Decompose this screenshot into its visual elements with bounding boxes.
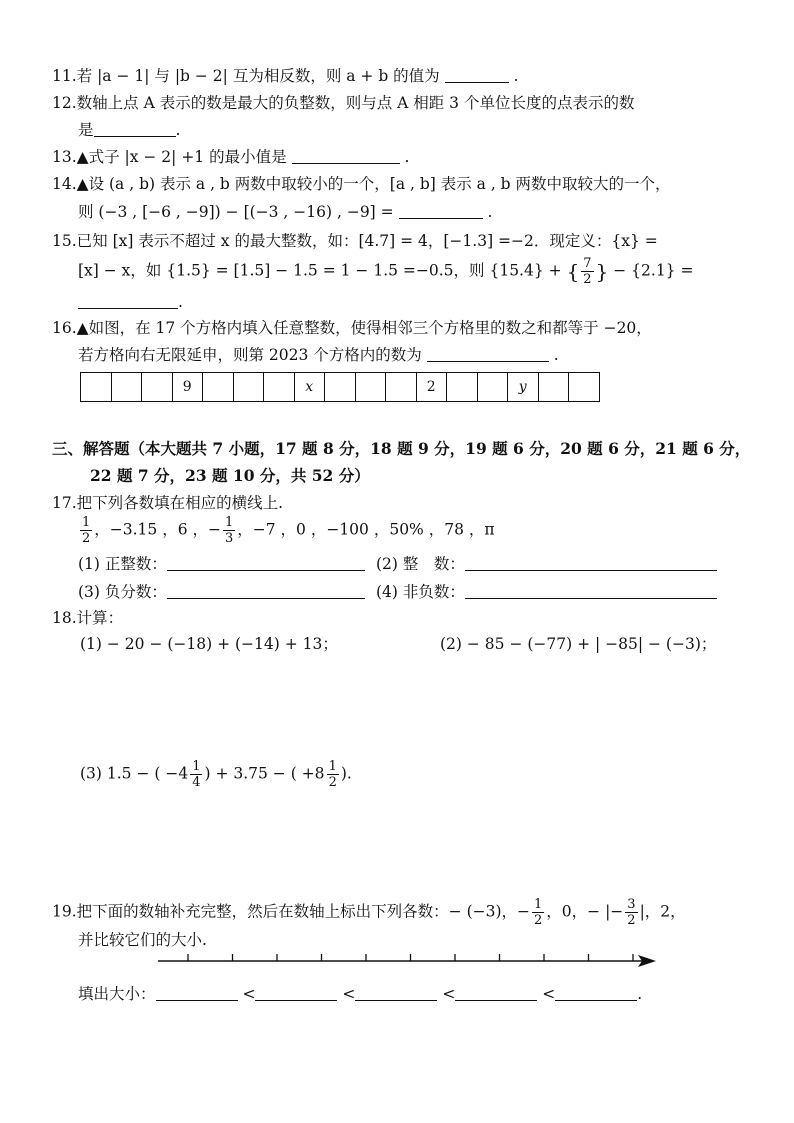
question-16 <box>52 316 652 340</box>
question-text: 则 (−3 , [−6 , −9]) − [(−3 , −16) , −9] = <box>78 203 394 221</box>
period: . <box>487 203 493 221</box>
question-11 <box>52 64 519 88</box>
answer-blank[interactable] <box>555 984 637 1001</box>
fraction-one-half <box>327 760 339 789</box>
denominator: 2 <box>82 531 91 546</box>
answer-blank[interactable] <box>292 147 400 164</box>
grid-cell[interactable]: 9 <box>173 372 204 402</box>
answer-blank[interactable] <box>78 292 178 309</box>
denominator: 2 <box>583 272 592 287</box>
question-17-numbers <box>78 516 495 545</box>
less-than-sign: < <box>242 985 256 1003</box>
grid-cell[interactable] <box>81 372 112 402</box>
question-text: 已知 [x] 表示不超过 x 的最大整数，如：[4.7] = 4，[−1.3] =−2．现定义：{x} = <box>76 232 658 250</box>
numerator: 1 <box>534 897 543 912</box>
less-than-sign: < <box>442 985 456 1003</box>
question-text: 若 |a − 1| 与 |b − 2| 互为相反数，则 a + b 的值为 <box>76 67 440 85</box>
expression: (1) − 20 − (−18) + (−14) + 13； <box>80 635 338 653</box>
answer-blank[interactable] <box>427 345 549 362</box>
question-text: 数轴上点 A 表示的数是最大的负整数，则与点 A 相距 3 个单位长度的点表示的数 <box>76 94 635 112</box>
question-15 <box>52 229 658 253</box>
fraction-one-half <box>80 516 92 545</box>
number-list: ，−7 ，0 ，−100 ，50% ，78 ，π <box>237 520 495 539</box>
numerator: 1 <box>328 759 337 774</box>
numerator: 7 <box>583 256 592 271</box>
period: . <box>178 293 183 311</box>
numerator: 1 <box>192 759 201 774</box>
grid-cell[interactable] <box>203 372 234 402</box>
grid-cell[interactable] <box>264 372 295 402</box>
left-brace: { <box>566 259 580 284</box>
less-than-sign: < <box>342 985 356 1003</box>
comparison-row <box>78 982 642 1006</box>
fraction-three-halves <box>625 898 637 927</box>
question-number: 15. <box>52 232 77 250</box>
fraction-seven-halves <box>581 257 593 286</box>
question-number: 16. <box>52 319 77 337</box>
fraction-one-half <box>532 898 544 927</box>
question-number: 18. <box>52 609 77 627</box>
question-number: 14. <box>52 175 77 193</box>
denominator: 4 <box>192 775 201 790</box>
category-label: (3) 负分数： <box>78 583 167 601</box>
denominator: 2 <box>328 775 337 790</box>
question-text: ▲式子 |x − 2| +1 的最小值是 <box>76 148 287 166</box>
grid-cell[interactable]: x <box>295 372 326 402</box>
question-16-line-2 <box>78 343 559 367</box>
category-non-negative <box>376 580 717 604</box>
question-text: − {2.1} = <box>613 261 694 280</box>
number-line[interactable] <box>150 948 662 972</box>
question-text: 若方格向右无限延申，则第 2023 个方格内的数为 <box>78 346 422 364</box>
denominator: 2 <box>534 913 543 928</box>
section-3-heading-line-2 <box>90 464 370 488</box>
question-text: 是 <box>78 121 94 139</box>
question-15-line-3 <box>78 290 183 314</box>
question-number: 17. <box>52 494 77 512</box>
question-text: ▲如图，在 17 个方格内填入任意整数，使得相邻三个方格里的数之和都等于 −20， <box>76 319 652 337</box>
denominator: 2 <box>627 913 636 928</box>
section-title: 三、解答题（本大题共 7 小题，17 题 8 分，18 题 9 分，19 题 6 分，20 题 6 分，21 题 6 分， <box>52 439 751 458</box>
fill-label: 填出大小： <box>78 985 156 1003</box>
expression: ) + 3.75 − ( +8 <box>204 764 325 783</box>
grid-cell[interactable] <box>478 372 509 402</box>
category-label: (1) 正整数： <box>78 555 167 573</box>
grid-cell[interactable]: 2 <box>417 372 448 402</box>
numerator: 3 <box>627 897 636 912</box>
grid-cell[interactable]: y <box>508 372 539 402</box>
category-integers <box>376 552 717 576</box>
category-positive-integers <box>78 552 365 576</box>
question-18-part-3 <box>80 760 352 789</box>
question-18-part-2 <box>440 632 716 656</box>
grid-cell[interactable] <box>569 372 600 402</box>
grid-cell[interactable] <box>539 372 570 402</box>
question-text: [x] − x，如 {1.5} = [1.5] − 1.5 = 1 − 1.5 =−0.5，则 {15.4} + <box>78 261 562 280</box>
question-text: |，2， <box>639 902 686 921</box>
question-number: 12. <box>52 94 77 112</box>
period: . <box>553 346 559 364</box>
grid-cell[interactable] <box>234 372 265 402</box>
category-label: (2) 整 数： <box>376 555 465 573</box>
answer-blank[interactable] <box>94 120 176 137</box>
answer-blank[interactable] <box>167 554 365 571</box>
question-12 <box>52 91 634 115</box>
answer-blank[interactable] <box>156 984 238 1001</box>
period: . <box>175 121 181 139</box>
expression: (3) 1.5 − ( −4 <box>80 764 189 783</box>
period: . <box>513 67 519 85</box>
grid-cell[interactable] <box>325 372 356 402</box>
question-15-line-2 <box>78 257 693 286</box>
question-18 <box>52 606 123 630</box>
question-12-line-2 <box>78 118 180 142</box>
category-label: (4) 非负数： <box>376 583 465 601</box>
question-number: 11. <box>52 67 77 85</box>
grid-cell[interactable] <box>356 372 387 402</box>
answer-blank[interactable] <box>465 554 717 571</box>
answer-blank[interactable] <box>167 582 365 599</box>
question-text: 计算： <box>76 609 124 627</box>
numerator: 1 <box>82 515 91 530</box>
answer-blank[interactable] <box>465 582 717 599</box>
period: . <box>637 985 643 1003</box>
question-number: 13. <box>52 148 77 166</box>
question-text: 把下列各数填在相应的横线上. <box>76 494 284 512</box>
answer-blank[interactable] <box>445 66 509 83</box>
question-17 <box>52 491 283 515</box>
grid-cell[interactable] <box>447 372 478 402</box>
grid-cell[interactable] <box>142 372 173 402</box>
grid-cell[interactable] <box>386 372 417 402</box>
question-text: 并比较它们的大小. <box>78 931 207 949</box>
section-title: 22 题 7 分，23 题 10 分，共 52 分） <box>90 466 370 485</box>
question-number: 19. <box>52 902 77 921</box>
number-grid <box>80 372 600 402</box>
less-than-sign: < <box>542 985 556 1003</box>
section-3-heading <box>52 437 750 461</box>
denominator: 3 <box>224 531 234 546</box>
answer-blank[interactable] <box>399 202 483 219</box>
fraction-one-third <box>223 516 235 545</box>
right-brace: } <box>595 259 609 284</box>
question-14 <box>52 172 671 196</box>
period: . <box>404 148 410 166</box>
question-19 <box>52 898 686 927</box>
question-text: ，0，− |− <box>546 902 624 921</box>
category-negative-fractions <box>78 580 365 604</box>
fraction-one-quarter <box>190 760 202 789</box>
answer-blank[interactable] <box>255 984 337 1001</box>
number-list: ，−3.15 ，6 ，− <box>94 520 221 539</box>
question-text: 把下面的数轴补充完整，然后在数轴上标出下列各数：− (−3)，− <box>76 902 531 921</box>
question-text: ▲设 (a , b) 表示 a , b 两数中取较小的一个，[a , b] 表示 a , b 两数中取较大的一个， <box>76 175 671 193</box>
answer-blank[interactable] <box>455 984 537 1001</box>
expression: ). <box>340 764 352 783</box>
question-13 <box>52 145 409 169</box>
number-line-ticks <box>188 954 633 961</box>
question-14-line-2 <box>78 200 492 224</box>
numerator: 1 <box>224 515 234 530</box>
grid-cell[interactable] <box>112 372 143 402</box>
question-18-part-1 <box>80 632 338 656</box>
expression: (2) − 85 − (−77) + | −85| − (−3)； <box>440 635 717 653</box>
answer-blank[interactable] <box>355 984 437 1001</box>
